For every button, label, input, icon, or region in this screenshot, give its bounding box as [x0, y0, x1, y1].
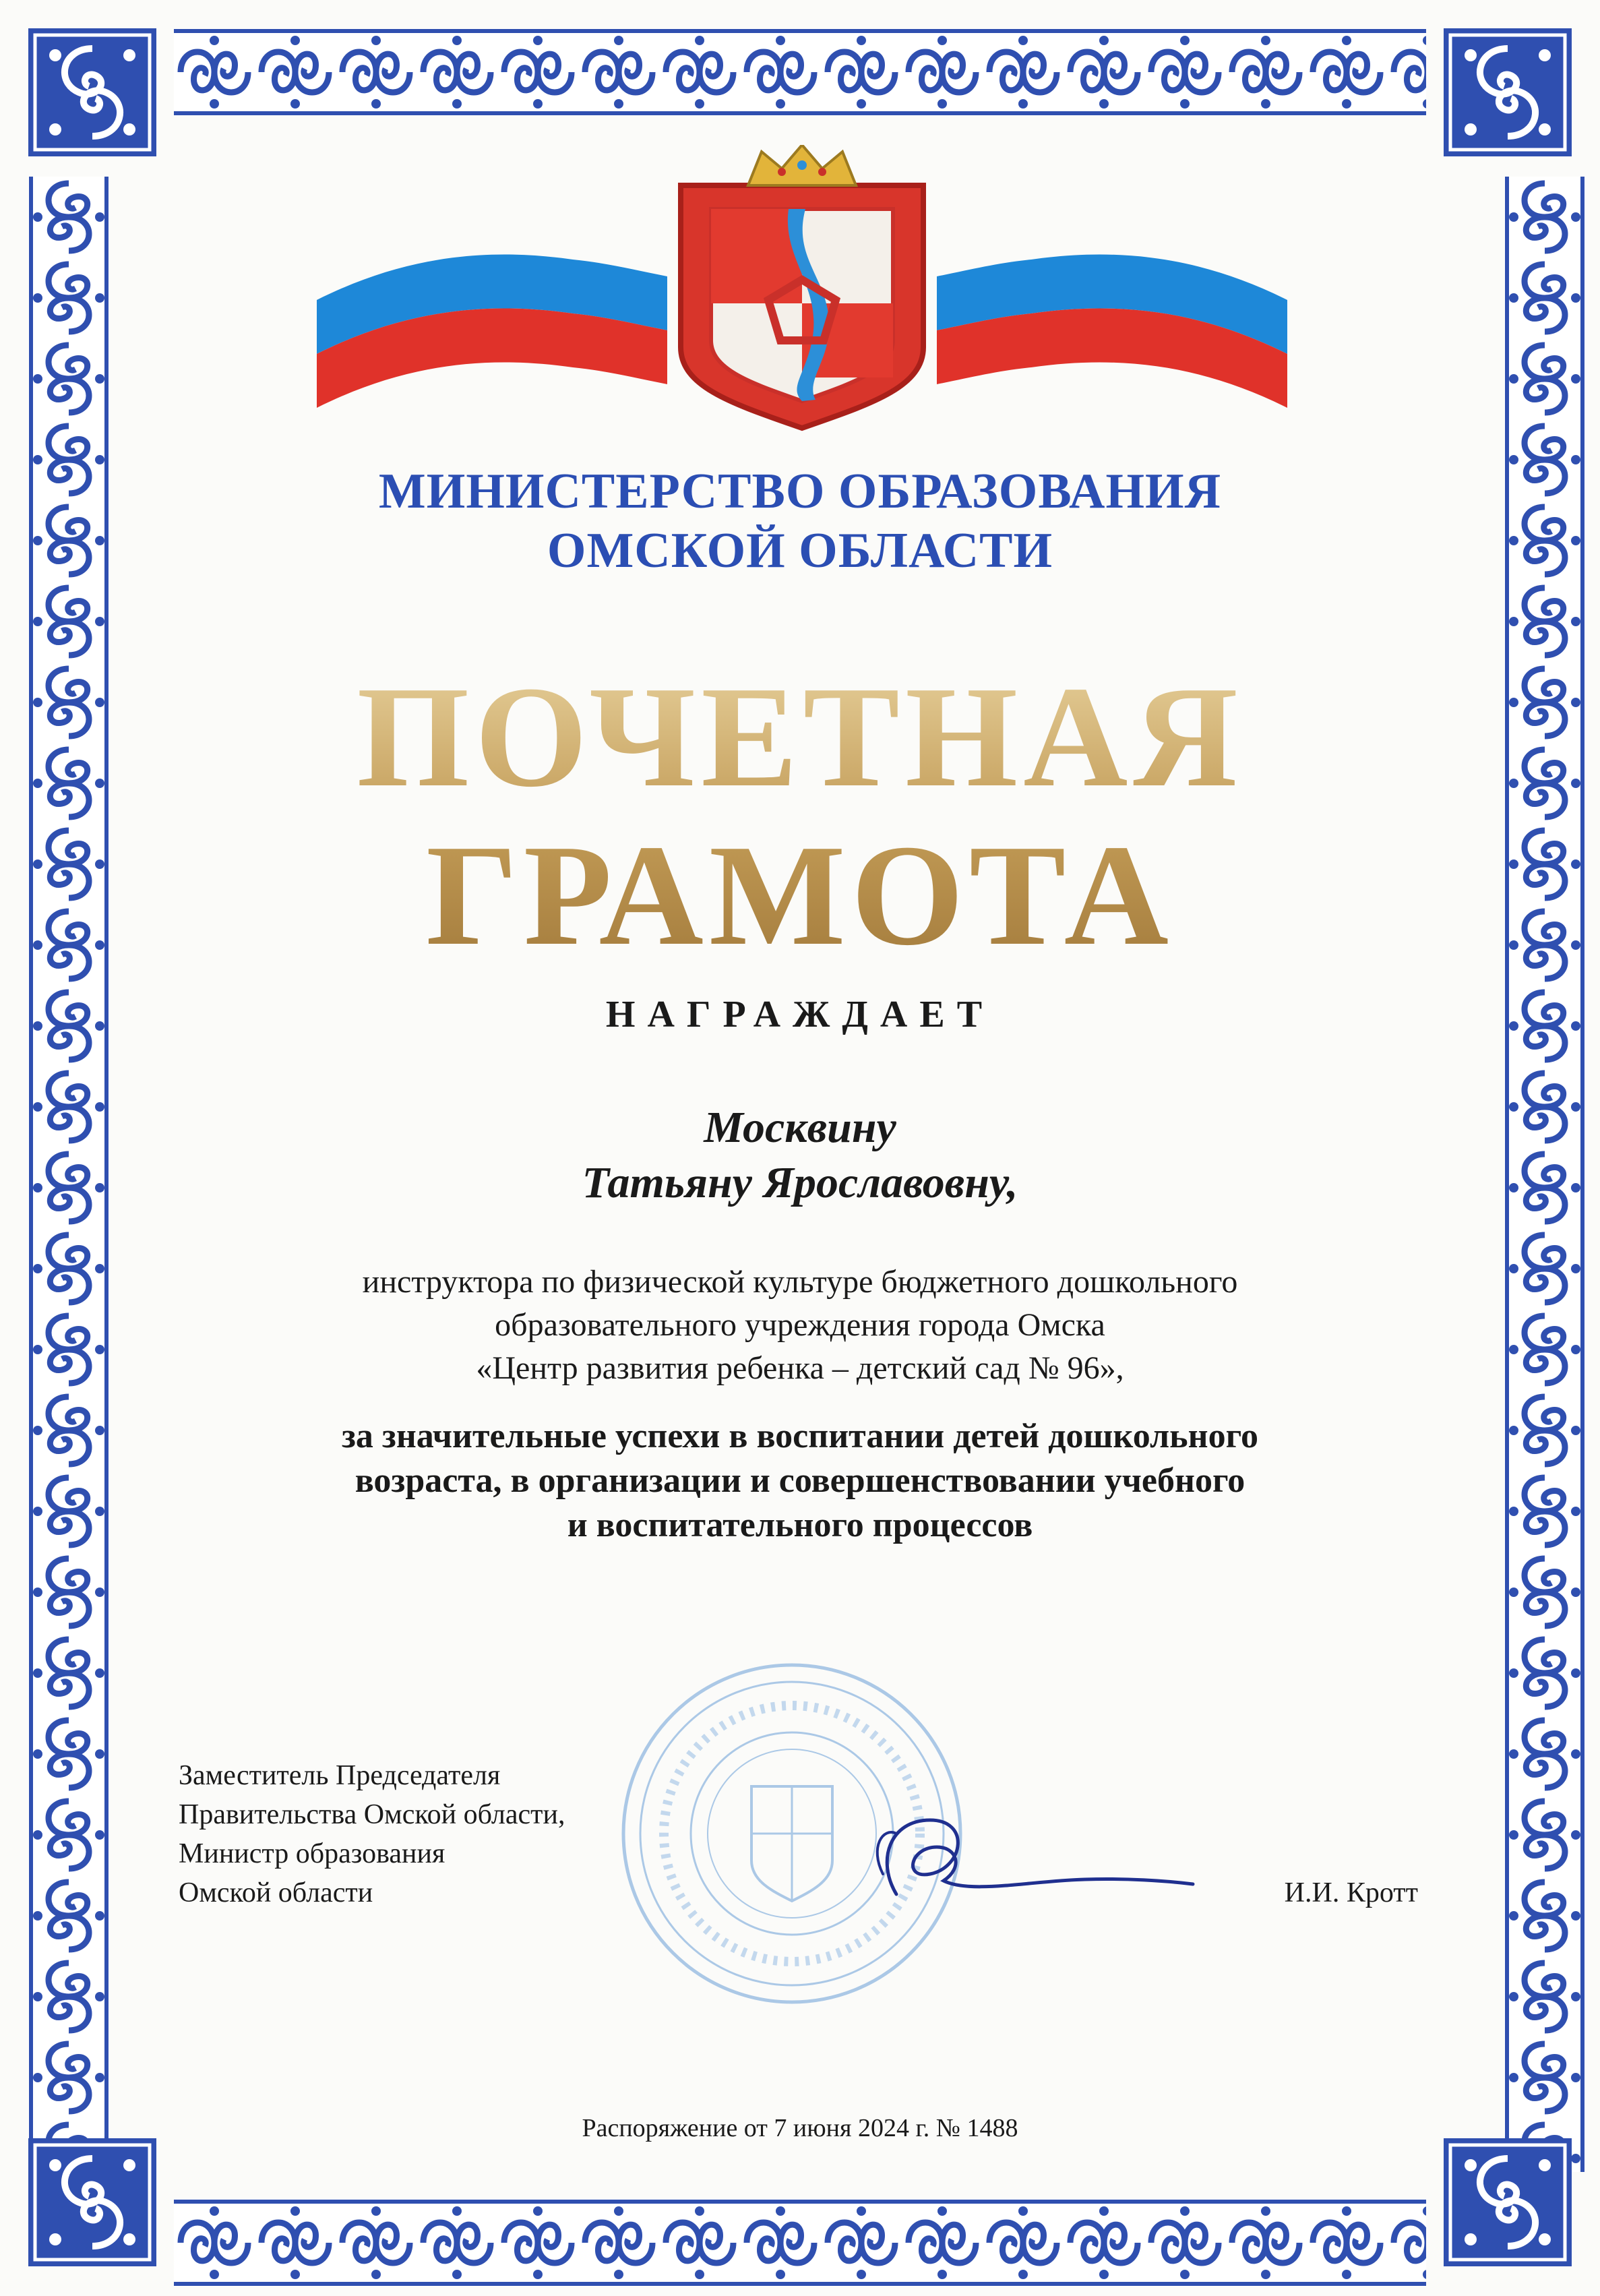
- order-reference: Распоряжение от 7 июня 2024 г. № 1488: [582, 2114, 1018, 2142]
- signer-line: Правительства Омской области,: [179, 1799, 565, 1830]
- position-line: образовательного учреждения города Омска: [495, 1307, 1105, 1343]
- recipient-name: [175, 1100, 1425, 1211]
- recipient-position: [175, 1261, 1425, 1390]
- signature-icon: [856, 1793, 1206, 1928]
- title-line: ПОЧЕТНАЯ: [357, 656, 1243, 817]
- ornament-border-bottom: [174, 2199, 1426, 2287]
- signer-name: И.И. Кротт: [1284, 1877, 1418, 1908]
- ornament-corner-icon: [28, 28, 156, 156]
- ornament-border-top: [174, 28, 1426, 116]
- award-reason: [175, 1414, 1425, 1548]
- ministry-name: [175, 462, 1425, 580]
- ministry-line: ОМСКОЙ ОБЛАСТИ: [547, 523, 1053, 578]
- reason-line: и воспитательного процессов: [567, 1506, 1033, 1544]
- recipient-line: Татьяну Ярославовну,: [582, 1158, 1018, 1207]
- signer-line: Заместитель Председателя: [179, 1760, 501, 1791]
- signer-line: Министр образования: [179, 1838, 445, 1869]
- position-line: инструктора по физической культуре бюджетного дошкольного: [362, 1264, 1238, 1300]
- position-line: «Центр развития ребенка – детский сад № 96»,: [476, 1350, 1124, 1386]
- ornament-corner-icon: [1444, 2138, 1572, 2266]
- ornament-border-left: [28, 177, 109, 2172]
- signer-line: Омской области: [179, 1877, 373, 1908]
- ornament-corner-icon: [28, 2138, 156, 2266]
- awards-heading: НАГРАЖДАЕТ: [605, 994, 995, 1035]
- reason-line: возраста, в организации и совершенствовании учебного: [355, 1461, 1245, 1500]
- title-line: ГРАМОТА: [425, 814, 1174, 975]
- recipient-line: Москвину: [704, 1103, 896, 1152]
- ornament-border-right: [1504, 177, 1585, 2172]
- certificate-title: [175, 657, 1425, 974]
- ornament-corner-icon: [1444, 28, 1572, 156]
- reason-line: за значительные успехи в воспитании детей дошкольного: [342, 1417, 1258, 1455]
- signer-title: [179, 1756, 565, 1912]
- ministry-line: МИНИСТЕРСТВО ОБРАЗОВАНИЯ: [378, 464, 1222, 519]
- coat-of-arms-icon: [317, 145, 1287, 435]
